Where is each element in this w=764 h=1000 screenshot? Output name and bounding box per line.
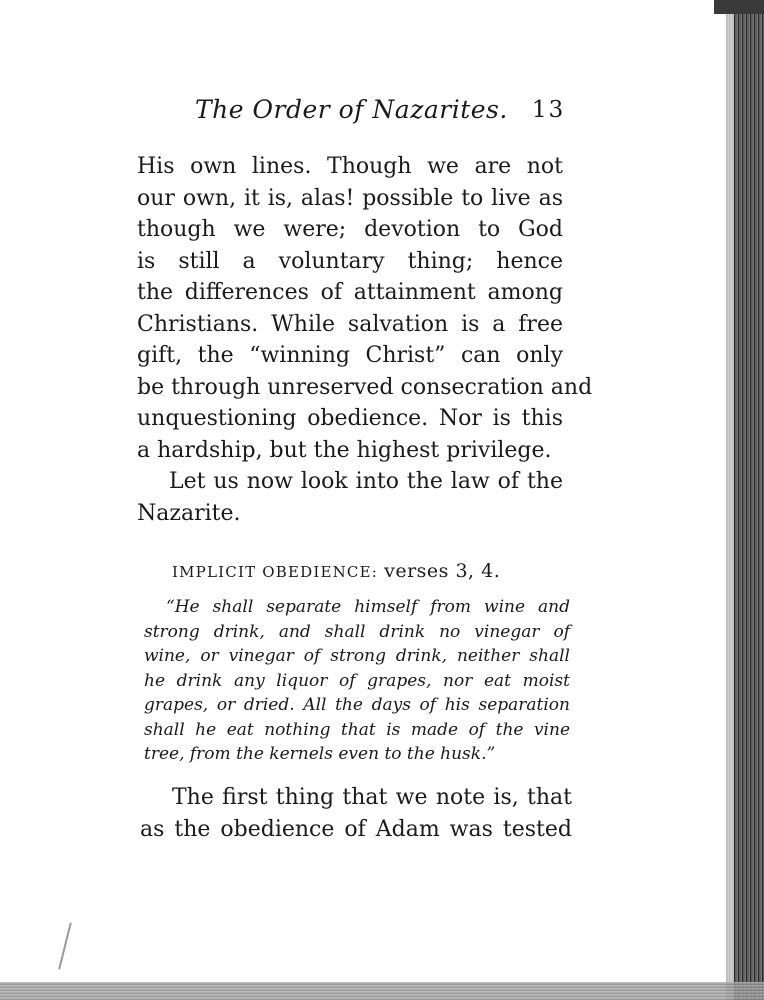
running-title: The Order of Nazarites. — [195, 95, 508, 124]
scan-edge-right — [734, 0, 764, 1000]
paragraph-2 — [137, 466, 563, 529]
quote-line: wine, or vinegar of strong drink, neither shall — [144, 646, 570, 666]
paragraph-3 — [140, 782, 572, 845]
text-line: The first thing that we note is, that — [172, 785, 572, 810]
text-line: though we were; devotion to God — [137, 217, 563, 242]
text-line: is still a voluntary thing; hence — [137, 248, 563, 274]
scan-edge-right-inner — [726, 0, 734, 1000]
text-line: a hardship, but the highest privilege. — [137, 437, 552, 463]
text-line: His own lines. Though we are not — [137, 154, 563, 179]
section-heading — [172, 560, 500, 582]
text-line: our own, it is, alas! possible to live as — [137, 185, 563, 211]
quote-line: tree, from the kernels even to the husk.” — [144, 744, 496, 764]
quote-line: shall he eat nothing that is made of the vine — [144, 719, 570, 740]
text-line: Let us now look into the law of the — [169, 469, 563, 494]
text-line: be through unreserved consecration and — [137, 374, 593, 400]
quote-line: he drink any liquor of grapes, nor eat moist — [144, 670, 570, 691]
quote-line: strong drink, and shall drink no vinegar of — [144, 621, 570, 642]
text-line: gift, the “winning Christ” can only — [137, 343, 563, 368]
section-heading-verses: verses 3, 4. — [384, 560, 501, 582]
section-heading-title: IMPLICIT OBEDIENCE: — [172, 563, 379, 581]
quote-line: grapes, or dried. All the days of his separation — [144, 695, 570, 715]
scripture-quote — [144, 595, 570, 767]
text-line: unquestioning obedience. Nor is this — [137, 406, 563, 431]
text-line: the differences of attainment among — [137, 280, 563, 305]
text-line: Nazarite. — [137, 500, 241, 526]
quote-line: “He shall separate himself from wine and — [166, 597, 570, 617]
scan-edge-top — [714, 0, 764, 14]
paragraph-1 — [137, 151, 593, 466]
text-line: Christians. While salvation is a free — [137, 311, 563, 337]
running-head — [0, 95, 764, 135]
page-number: 13 — [532, 97, 566, 123]
scan-edge-bottom — [0, 982, 764, 1000]
text-line: as the obedience of Adam was tested — [140, 816, 572, 842]
scan-scratch-mark — [58, 922, 72, 969]
